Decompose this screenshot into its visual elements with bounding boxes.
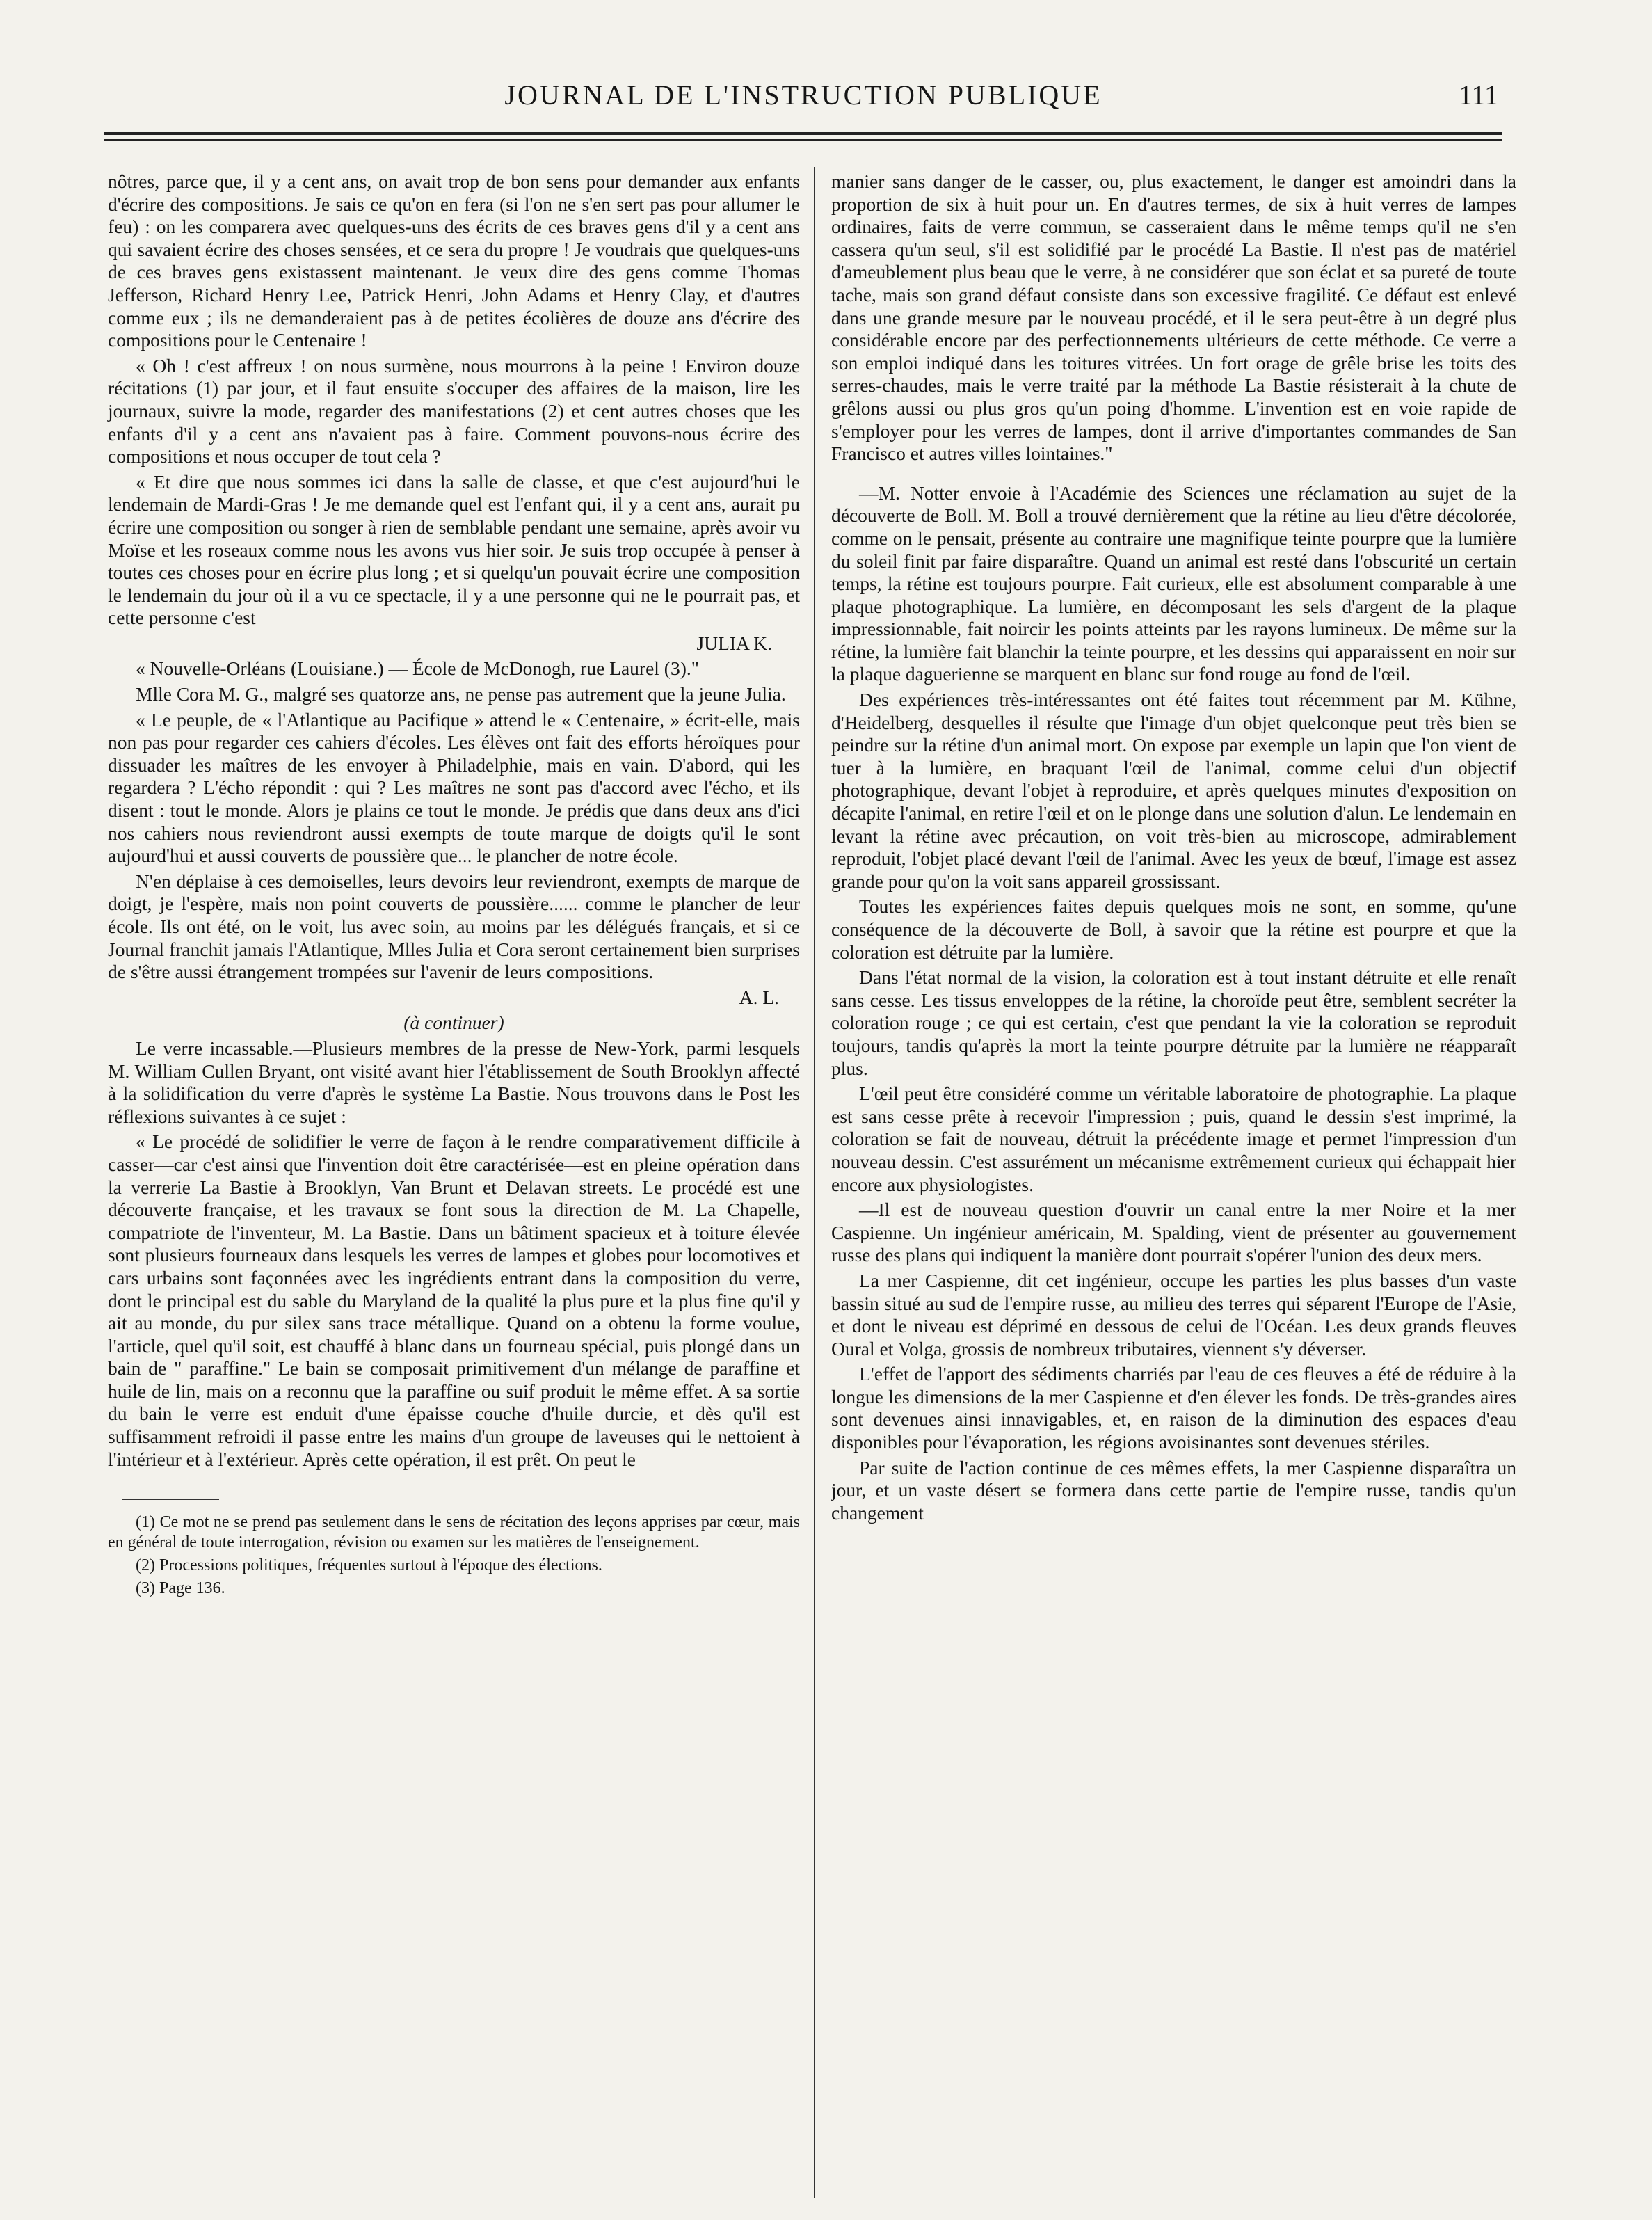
paragraph: Dans l'état normal de la vision, la coloration est à tout instant détruite et elle renaît sans cesse. Les tissus enveloppes de la rétine, la choroïde peut être, semblent secréter la coloration rouge ; ce qui est certain, c'est que pendant la vie la coloration se reproduit toujours, tandis qu'après la mort la teinte pourpre détruite par la lumière ne réapparaît plus. [831,966,1516,1079]
paragraph: « Et dire que nous sommes ici dans la salle de classe, et que c'est aujourd'hui le lendemain de Mardi-Gras ! Je me demande quel est l'enfant qui, il y a cent ans, aurait pu écrire une composition ou songer à rien de semblable pendant une semaine, après avoir vu Moïse et les roseaux comme nous les avons vus hier soir. Je suis trop occupée à penser à toutes ces choses pour en écrire plus long ; et si quelqu'un pouvait écrire une composition le lendemain du jour où il a vu ce spectacle, il y a une personne qui ne le pourrait pas, et cette personne c'est [108,470,800,629]
paragraph: Des expériences très-intéressantes ont été faites tout récemment par M. Kühne, d'Heidelberg, desquelles il résulte que l'image d'un objet quelconque peut très bien se peindre sur la rétine d'un animal mort. On expose par exemple un lapin que l'on vient de tuer à la lumière, en braquant l'œil de l'animal, comme celui d'un objectif photographique, devant l'objet à reproduire, et après quelques minutes d'exposition on décapite l'animal, en retire l'œil et on le plonge dans une solution d'alun. Le lendemain en levant la rétine avec précaution, on voit très-bien au microscope, admirablement reproduit, l'objet placé devant l'œil de l'animal. Avec les yeux de bœuf, l'image est assez grande pour qu'on la voit sans appareil grossissant. [831,689,1516,892]
header-rule-thin [104,139,1502,141]
footnote-rule [122,1499,219,1500]
paragraph: « Oh ! c'est affreux ! on nous surmène, nous mourrons à la peine ! Environ douze récitations (1) par jour, et il faut ensuite s'occuper des affaires de la maison, lire les journaux, suivre la mode, regarder des manifestations (2) et cent autres choses que les enfants d'il y a cent ans n'avaient pas à faire. Comment pouvons-nous écrire des compositions et nous occuper de tout cela ? [108,354,800,468]
journal-title: JOURNAL DE L'INSTRUCTION PUBLIQUE [504,79,1102,111]
paragraph: —M. Notter envoie à l'Académie des Sciences une réclamation au sujet de la découverte de Boll. M. Boll a trouvé dernièrement que la rétine au lieu d'être décolorée, comme on le pensait, présente au contraire une magnifique teinte pourpre que la lumière du soleil finit par faire disparaître. Quand un animal est resté dans l'obscurité un certain temps, la rétine est toujours pourpre. Fait curieux, elle est absolument comparable à une plaque photographique. La lumière, en décomposant les sels d'argent de la plaque impressionnable, fait noircir les points atteints par les rayons lumineux. De même sur la rétine, la lumière fait blanchir la teinte pourpre, et les dessins qui apparaissent en noir sur la plaque daguerienne se marquent en blanc sur fond rouge au fond de l'œil. [831,481,1516,685]
paragraph: La mer Caspienne, dit cet ingénieur, occupe les parties les plus basses d'un vaste bassin situé au sud de l'empire russe, au milieu des terres qui séparent l'Europe de l'Asie, et dont le niveau est déprimé en dessous de celui de l'Océan. Les deux grands fleuves Oural et Volga, grossis de nombreux tributaires, viennent s'y déverser. [831,1269,1516,1359]
paragraph: « Nouvelle-Orléans (Louisiane.) — École de McDonogh, rue Laurel (3)." [136,657,699,680]
page-header [104,73,1502,115]
header-rule-thick [104,132,1502,135]
paragraph: Mlle Cora M. G., malgré ses quatorze ans, ne pense pas autrement que la jeune Julia. [136,683,786,705]
paragraph: Par suite de l'action continue de ces mêmes effets, la mer Caspienne disparaîtra un jour, et un vaste désert se formera dans cette partie de l'empire russe, tandis qu'un changement [831,1456,1516,1524]
footnote: (3) Page 136. [136,1579,225,1598]
paragraph: N'en déplaise à ces demoiselles, leurs devoirs leur reviendront, exempts de marque de doigt, je l'espère, mais non point couverts de poussière...... comme le plancher de leur école. Ils ont été, on le voit, lus avec soin, au moins par les délégués français, et si ce Journal franchit jamais l'Atlantique, Mlles Julia et Cora seront certainement bien surprises de s'être aussi étrangement trompées sur l'avenir de leurs compositions. [108,870,800,983]
paragraph: « Le peuple, de « l'Atlantique au Pacifique » attend le « Centenaire, » écrit-elle, mais non pas pour regarder ces cahiers d'écoles. Les élèves ont fait des efforts héroïques pour dissuader les maîtres de les envoyer à Philadelphie, mais en vain. D'abord, qui les regardera ? L'écho répondit : qui ? Les maîtres ne sont pas d'accord avec l'écho, et ils disent : tout le monde. Alors je plains ce tout le monde. Je prédis que dans deux ans d'ici nos cahiers nous reviendront aussi exempts de toute marque de doigts qu'il le sont aujourd'hui et aussi couverts de poussière que... le plancher de notre école. [108,708,800,867]
signature: JULIA K. [696,632,772,654]
paragraph: Le verre incassable.—Plusieurs membres de la presse de New-York, parmi lesquels M. William Cullen Bryant, ont visité avant hier l'établissement de South Brooklyn affecté à la solidification du verre d'après le système La Bastie. Nous trouvons dans le Post les réflexions suivantes à ce sujet : [108,1037,800,1127]
left-column [108,170,800,1602]
paragraph: « Le procédé de solidifier le verre de façon à le rendre comparativement difficile à casser—car c'est ainsi que l'invention doit être caractérisée—est en pleine opération dans la verrerie La Bastie à Brooklyn, Van Brunt et Delavan streets. Le procédé est une découverte française, et les travaux se font sous la direction de M. La Chapelle, compatriote de l'inventeur, M. La Bastie. Dans un bâtiment spacieux et à toiture élevée sont plusieurs fourneaux dans lesquels les verres de lampes et globes pour locomotives et cars urbains sont façonnées avec les ingrédients entrant dans la composition du verre, dont le principal est du sable du Maryland de la qualité la plus pure et la plus fine qu'il y ait au monde, du pur silex sans trace métallique. Quand on a obtenu la forme voulue, l'article, quel qu'il soit, est chauffé à blanc dans un fourneau spécial, puis plongé dans un bain de " paraffine." Le bain se composait primitivement d'un mélange de paraffine et huile de lin, mais on a reconnu que la paraffine ou suif produit le même effet. A sa sortie du bain le verre est enduit d'une épaisse couche d'huile durcie, et dès qu'il est suffisamment refroidi il passe entre les mains d'un groupe de laveuses qui le nettoient à l'intérieur et à l'extérieur. Après cette opération, il est prêt. On peut le [108,1131,800,1470]
paragraph: L'œil peut être considéré comme un véritable laboratoire de photographie. La plaque est sans cesse prête à recevoir l'impression ; puis, quand le dessin s'est imprimé, la coloration se fait de nouveau, détruit la précédente image et permet l'impression d'un nouveau dessin. C'est assurément un mécanisme extrêmement curieux qui échappait hier encore aux physiologistes. [831,1083,1516,1195]
paragraph: —Il est de nouveau question d'ouvrir un canal entre la mer Noire et la mer Caspienne. Un ingénieur américain, M. Spalding, vient de présenter au gouvernement russe des plans qui indiquent la manière dont pourrait s'opérer l'union des deux mers. [831,1199,1516,1266]
paragraph: manier sans danger de le casser, ou, plus exactement, le danger est amoindri dans la proportion de six à huit pour un. En d'autres termes, de six à huit verres de lampes ordinaires, faits de verre commun, se casseraient dans le même temps qu'il ne s'en cassera qu'un seul, s'il est solidifié par le procédé La Bastie. Il n'est pas de matériel d'ameublement plus beau que le verre, à ne considérer que son éclat et sa pureté de toute tache, mais son grand défaut consiste dans son excessive fragilité. Ce défaut est enlevé dans une grande mesure par le nouveau procédé, et il le sera peut-être à un degré plus considérable encore par des perfectionnements ultérieurs de cette méthode. Ce verre a son emploi indiqué dans les toitures vitrées. Un fort orage de grêle brise les toits des serres-chaudes, mais le verre traité par la méthode La Bastie résisterait à la chute de grêlons aussi ou plus gros qu'un poing d'homme. L'invention est en voie rapide de s'employer pour les verres de lampes, dont il arrive d'importantes commandes de San Francisco et autres villes lointaines." [831,170,1516,465]
right-column [831,170,1516,1527]
footnote: (1) Ce mot ne se prend pas seulement dans le sens de récitation des leçons apprises par cœur, mais en général de toute interrogation, révision ou examen sur les matières de l'enseignement. [108,1513,800,1552]
continued-note: (à continuer) [403,1012,504,1034]
paragraph: L'effet de l'apport des sédiments charriés par l'eau de ces fleuves a été de réduire à la longue les dimensions de la mer Caspienne et d'en élever les fonds. De très-grandes aires sont devenues ainsi innavigables, et, en raison de la diminution des espaces d'eau disponibles pour l'évaporation, les régions avoisinantes sont devenues stériles. [831,1363,1516,1453]
paragraph: nôtres, parce que, il y a cent ans, on avait trop de bon sens pour demander aux enfants d'écrire des compositions. Je sais ce qu'on en fera (si l'on ne s'en sert pas pour allumer le feu) : on les comparera avec quelques-uns des écrits de ces braves gens d'il y a cent ans qui savaient écrire des choses sensées, et ce sera du propre ! Je voudrais que quelques-uns de ces braves gens existassent maintenant. Je veux dire des gens comme Thomas Jefferson, Richard Henry Lee, Patrick Henri, John Adams et Henry Clay, et d'autres comme eux ; ils ne demanderaient pas à de petites écolières de douze ans d'écrire des compositions pour le Centenaire ! [108,170,800,351]
paragraph: Toutes les expériences faites depuis quelques mois ne sont, en somme, qu'une conséquence de la découverte de Boll, à savoir que la rétine est pourpre et que la coloration est détruite par la lumière. [831,895,1516,963]
footnote: (2) Processions politiques, fréquentes surtout à l'époque des élections. [136,1556,602,1575]
signature: A. L. [739,986,779,1008]
column-divider [814,167,815,2198]
page-number: 111 [1458,79,1498,111]
